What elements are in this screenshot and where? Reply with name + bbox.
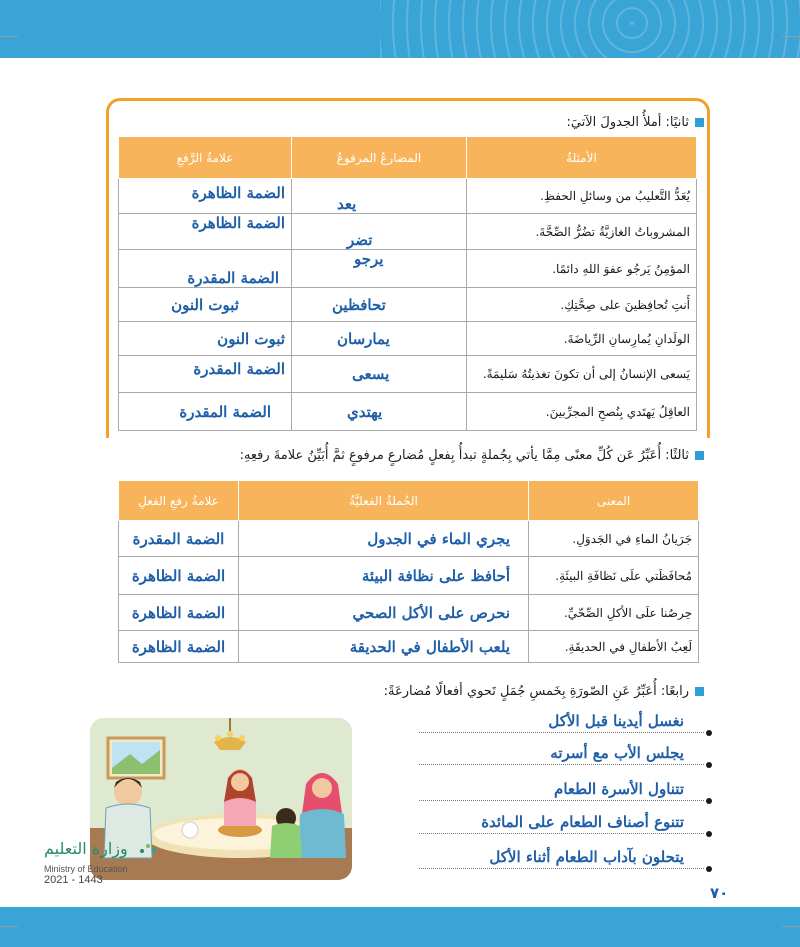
section3-heading-text: ثالثًا: أُعَبِّرُ عَن كُلِّ معنًى مِمَّا يأتي بِجُملةٍ تبدأُ بِفعلٍ مُضارعٍ مرفوعٍ ثمَّ أُبَيِّنُ علامةَ رفعِهِ: — [239, 448, 689, 463]
verb-answer[interactable]: يهتدي — [292, 393, 467, 431]
example-cell: المشروباتُ الغازيَّةُ تضُرُّ الصِّحَّةَ. — [467, 214, 697, 250]
bullet-square-icon — [695, 687, 704, 696]
table-row — [119, 595, 699, 631]
verb-answer[interactable]: يسعى — [292, 356, 467, 393]
header-meaning: المعنى — [529, 481, 699, 521]
mark-answer[interactable]: الضمة المقدرة — [119, 250, 292, 288]
table-header-row — [119, 137, 697, 179]
answer-line[interactable] — [419, 734, 704, 765]
bullet-square-icon — [695, 451, 704, 460]
crop-mark — [0, 926, 18, 927]
table-header-row — [119, 481, 699, 521]
mark-answer[interactable]: ثبوت النون — [119, 288, 292, 322]
mark-answer[interactable]: الضمة الظاهرة — [119, 595, 239, 631]
example-cell: يَسعى الإنسانُ إلى أن تكونَ تغذيتُهُ سَليمَةً. — [467, 356, 697, 393]
mark-answer[interactable]: الضمة الظاهرة — [119, 631, 239, 663]
band-pattern — [380, 0, 800, 58]
meaning-cell: لَعِبُ الأطفالِ في الحديقَةِ. — [529, 631, 699, 663]
table-present-verbs — [118, 136, 697, 431]
sentence-answer[interactable]: أحافظ على نظافة البيئة — [239, 557, 529, 595]
meaning-cell: جَرَيانُ الماءِ في الجَدوَلِ. — [529, 521, 699, 557]
crop-mark — [782, 926, 800, 927]
page-number: ٧٠ — [710, 884, 729, 902]
sentence-answer[interactable]: يجري الماء في الجدول — [239, 521, 529, 557]
answer-text: يجلس الأب مع أسرته — [550, 744, 684, 762]
answer-text: تتنوع أصناف الطعام على المائدة — [481, 813, 684, 831]
mark-answer[interactable]: الضمة المقدرة — [119, 356, 292, 393]
verb-answer[interactable]: تضر — [292, 214, 467, 250]
mark-answer[interactable]: الضمة المقدرة — [119, 393, 292, 431]
header-mark: علامةُ الرَّفعِ — [119, 137, 292, 179]
sentence-answer[interactable]: يلعب الأطفال في الحديقة — [239, 631, 529, 663]
table-row — [119, 521, 699, 557]
mark-answer[interactable]: الضمة المقدرة — [119, 521, 239, 557]
ministry-logo — [44, 838, 164, 886]
bullet-dot-icon — [706, 866, 712, 872]
table-row — [119, 322, 697, 356]
bullet-dot-icon — [706, 798, 712, 804]
sentence-answer[interactable]: نحرص على الأكل الصحي — [239, 595, 529, 631]
crop-mark — [782, 36, 800, 37]
mark-answer[interactable]: الضمة الظاهرة — [119, 214, 292, 250]
bottom-band — [0, 907, 800, 947]
header-verb: المضارعُ المرفوعُ — [292, 137, 467, 179]
meaning-cell: مُحافَظَتي علَى نَظافَةِ البيئَةِ. — [529, 557, 699, 595]
edition-year: 2021 - 1443 — [44, 874, 103, 886]
verb-answer[interactable]: يمارسان — [292, 322, 467, 356]
example-cell: المؤمِنُ يَرجُو عفوَ اللهِ دائمًا. — [467, 250, 697, 288]
top-band — [0, 0, 800, 58]
section4-heading — [384, 684, 704, 699]
answer-line[interactable] — [419, 770, 704, 801]
section2-heading-text: ثانيًا: أملأُ الجدولَ الآتيَ: — [566, 115, 689, 130]
ministry-name-en: Ministry of Education — [44, 864, 128, 874]
answer-text: تتناول الأسرة الطعام — [554, 780, 684, 798]
header-verb-mark: علامةُ رفعِ الفعلِ — [119, 481, 239, 521]
example-cell: الولَدانِ يُمارِسانِ الرِّياضَةَ. — [467, 322, 697, 356]
example-cell: العاقِلُ يَهتَدي بِنُصحِ المجرِّبينَ. — [467, 393, 697, 431]
answer-text: نغسل أيدينا قبل الأكل — [548, 712, 684, 730]
ministry-name-ar: وزارة التعليم — [44, 839, 128, 858]
bullet-dot-icon — [706, 762, 712, 768]
answer-line[interactable] — [419, 702, 704, 733]
table-row — [119, 250, 697, 288]
mark-answer[interactable]: الضمة الظاهرة — [119, 557, 239, 595]
table-row — [119, 214, 697, 250]
mark-answer[interactable]: الضمة الظاهرة — [119, 179, 292, 214]
verb-answer[interactable]: يعد — [292, 179, 467, 214]
meaning-cell: حِرصُنا علَى الأكلِ الصِّحّيِّ. — [529, 595, 699, 631]
answer-lines — [414, 702, 704, 882]
section2-heading — [566, 115, 704, 130]
table-row — [119, 557, 699, 595]
verb-answer[interactable]: تحافظين — [292, 288, 467, 322]
ministry-logo-mark — [44, 838, 164, 860]
mark-answer[interactable]: ثبوت النون — [119, 322, 292, 356]
bullet-square-icon — [695, 118, 704, 127]
header-sentence: الجُملةُ الفعليَّةُ — [239, 481, 529, 521]
bullet-dot-icon — [706, 730, 712, 736]
crop-mark — [0, 36, 18, 37]
answer-line[interactable] — [419, 803, 704, 834]
example-cell: يُعَدُّ التَّعليبُ من وسائلِ الحفظِ. — [467, 179, 697, 214]
table-row — [119, 393, 697, 431]
section3-heading — [240, 448, 704, 463]
section4-heading-text: رابعًا: أُعَبِّرُ عَنِ الصّورَةِ بِخَمسِ جُمَلٍ تَحوي أفعالًا مُضارعَةً: — [383, 684, 689, 699]
table-row — [119, 179, 697, 214]
table-row — [119, 631, 699, 663]
verb-answer[interactable]: يرجو — [292, 250, 467, 288]
example-cell: أَنتِ تُحافِظينَ على صِحَّتِكِ. — [467, 288, 697, 322]
table-row — [119, 356, 697, 393]
answer-text: يتحلون بآداب الطعام أثناء الأكل — [489, 848, 684, 866]
bullet-dot-icon — [706, 831, 712, 837]
table-row — [119, 288, 697, 322]
answer-line[interactable] — [419, 838, 704, 869]
header-examples: الأمثلةُ — [467, 137, 697, 179]
table-meaning-sentences — [118, 480, 699, 663]
